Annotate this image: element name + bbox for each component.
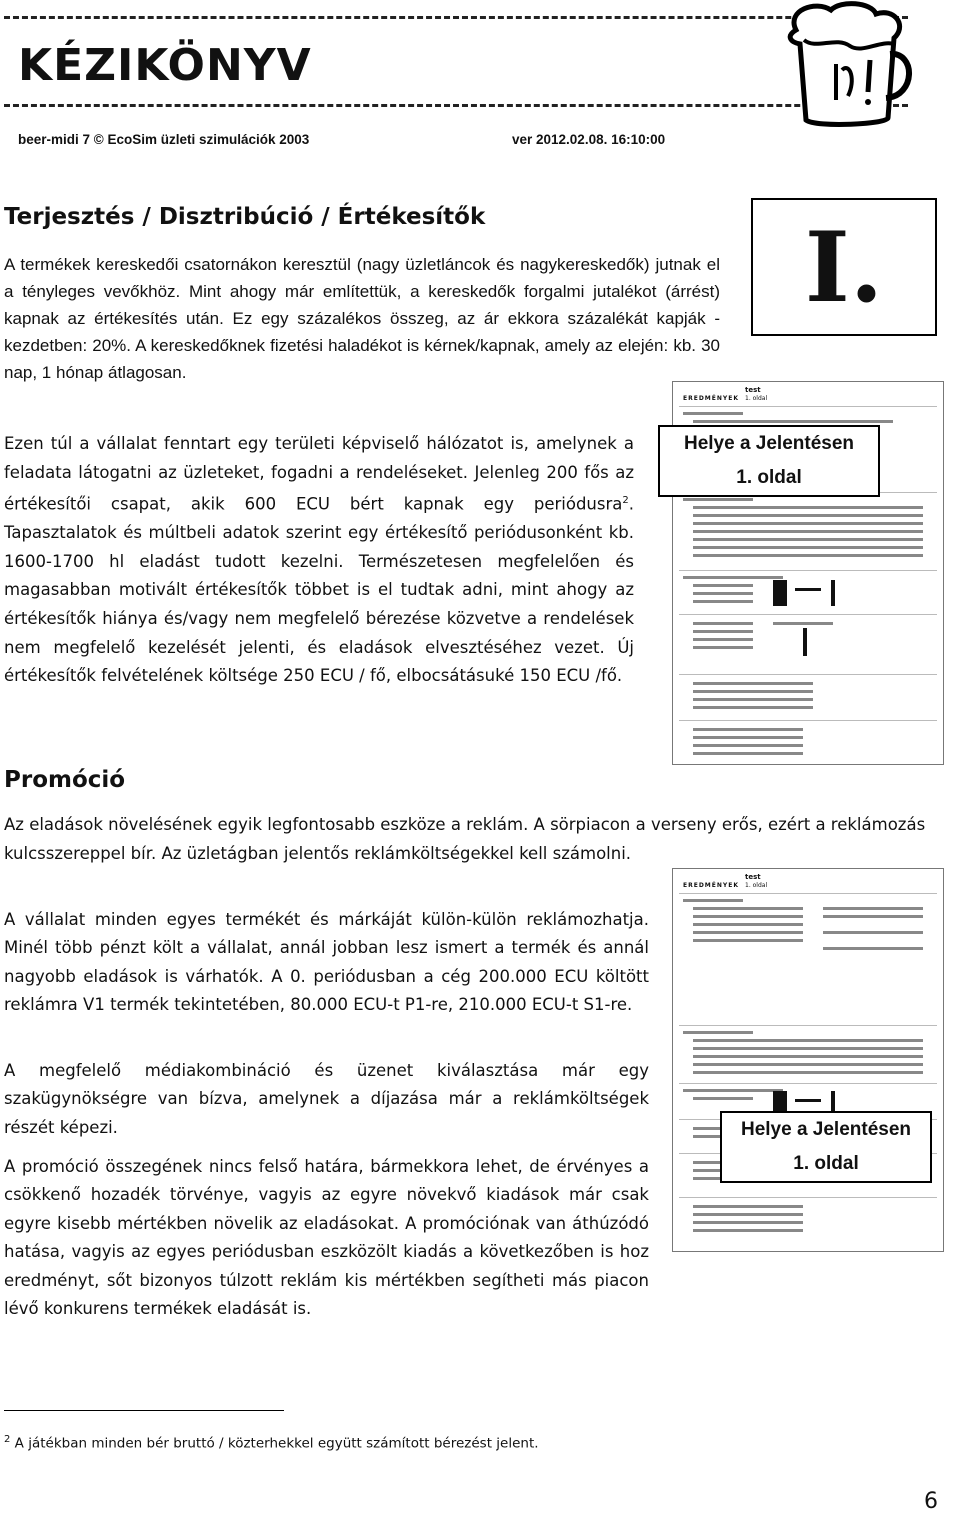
- header-rule-bottom: [4, 104, 908, 107]
- report-thumbnail: test EREDMÉNYEK 1. oldal: [672, 868, 944, 1252]
- footnote-ref: 2: [622, 495, 629, 507]
- report-location-callout: Helye a Jelentésen 1. oldal: [720, 1111, 932, 1183]
- footnote-text: A játékban minden bér bruttó / közterhekkel együtt számított bérezést jelent.: [10, 1435, 539, 1452]
- meta-copyright: beer-midi 7 © EcoSim üzleti szimulációk 2003: [18, 132, 310, 147]
- footnote: [4, 1434, 539, 1452]
- footnote-separator: [4, 1410, 284, 1411]
- paragraph-promotion-2: A vállalat minden egyes termékét és márkáját külön-külön reklámozhatja. Minél több pénzt költ a vállalat, annál jobban lesz ismert a termék és annál nagyobb eladások is várhatók. A 0. periódusban a cég 200.000 ECU költött reklámra V1 termék tekintetében, 80.000 ECU-t P1-re, 210.000 ECU-t S1-re.: [4, 910, 649, 1015]
- document-meta: [18, 132, 666, 147]
- beer-mug-icon: [776, 0, 916, 130]
- report-thumbnail: test EREDMÉNYEK 1. oldal: [672, 381, 944, 765]
- meta-version: ver 2012.02.08. 16:10:00: [512, 132, 666, 147]
- page-number: 6: [924, 1489, 938, 1514]
- paragraph-promotion-4: A promóció összegének nincs felső határa, bármekkora lehet, de érvényes a csökkenő hozadék törvénye, vagyis az egyre növekvő kiadások már csak egyre kisebb mértékben növelik az eladásokat. A promóciónak van áthúzódó hatása, vagyis az egyes periódusban eszközölt kiadás a következőben is hoz eredményt, sőt bizonyos túlzott reklám kis mértékben segítheti más piacon lévő konkurens termékek eladását is.: [4, 1157, 649, 1319]
- section-heading-distribution: Terjesztés / Disztribúció / Értékesítők: [4, 204, 486, 230]
- paragraph-distribution-2: Ezen túl a vállalat fenntart egy területi képviselő hálózatot is, amelynek a feladata látogatni az üzleteket, fogadni a rendeléseket. Jelenleg 200 fős az értékesítői csapat, akik 600 ECU bért kapnak egy periódusra$^2$. Tapasztalatok és múltbeli adatok szerint egy értékesítő periódusonként kb. 1600-1700 hl eladást tudott kezelni. Természetesen megfelelően és magasabban motivált értékesítők többet is el tudtak adni, mint ahogy az értékesítők hiánya és/vagy nem megfelelő bérezése közvetve a rendelések nem megfelelő kezelését jelenti, és eladások elvesztéséhez vezet. Új értékesítők felvételének költsége 250 ECU / fő, elbocsátásuké 150 ECU /fő.: [4, 434, 634, 686]
- header-rule-top: [4, 16, 908, 19]
- footnote-number: 2: [4, 1434, 11, 1445]
- paragraph-promotion-3: A megfelelő médiakombináció és üzenet kiválasztása már egy szakügynökségre van bízva, amelynek a díjazása már a reklámköltségek részét képezi.: [4, 1061, 649, 1137]
- document-title: KÉZIKÖNYV: [18, 40, 312, 91]
- section-heading-promotion: Promóció: [4, 767, 126, 793]
- chapter-numeral: I.: [751, 198, 937, 336]
- report-location-callout: Helye a Jelentésen 1. oldal: [658, 425, 880, 497]
- paragraph-promotion-1: Az eladások növelésének egyik legfontosabb eszköze a reklám. A sörpiacon a verseny erős, ezért a reklámozás kulcsszereppel bír. Az üzletágban jelentős reklámköltségekkel kell számolni.: [4, 815, 926, 863]
- paragraph-distribution-1: A termékek kereskedői csatornákon keresztül (nagy üzletláncok és nagykereskedők) jutnak el a tényleges vevőkhöz. Mint ahogy már említettük, a kereskedők forgalmi jutalékot (árrést) kapnak az értékesítés után. Ez egy százalékos összeg, az ár ekkora százalékát kapják - kezdetben: 20%. A kereskedőknek fizetési haladékot is kérnek/kapnak, amely az elején: kb. 30 nap, 1 hónap átlagosan.: [4, 255, 720, 382]
